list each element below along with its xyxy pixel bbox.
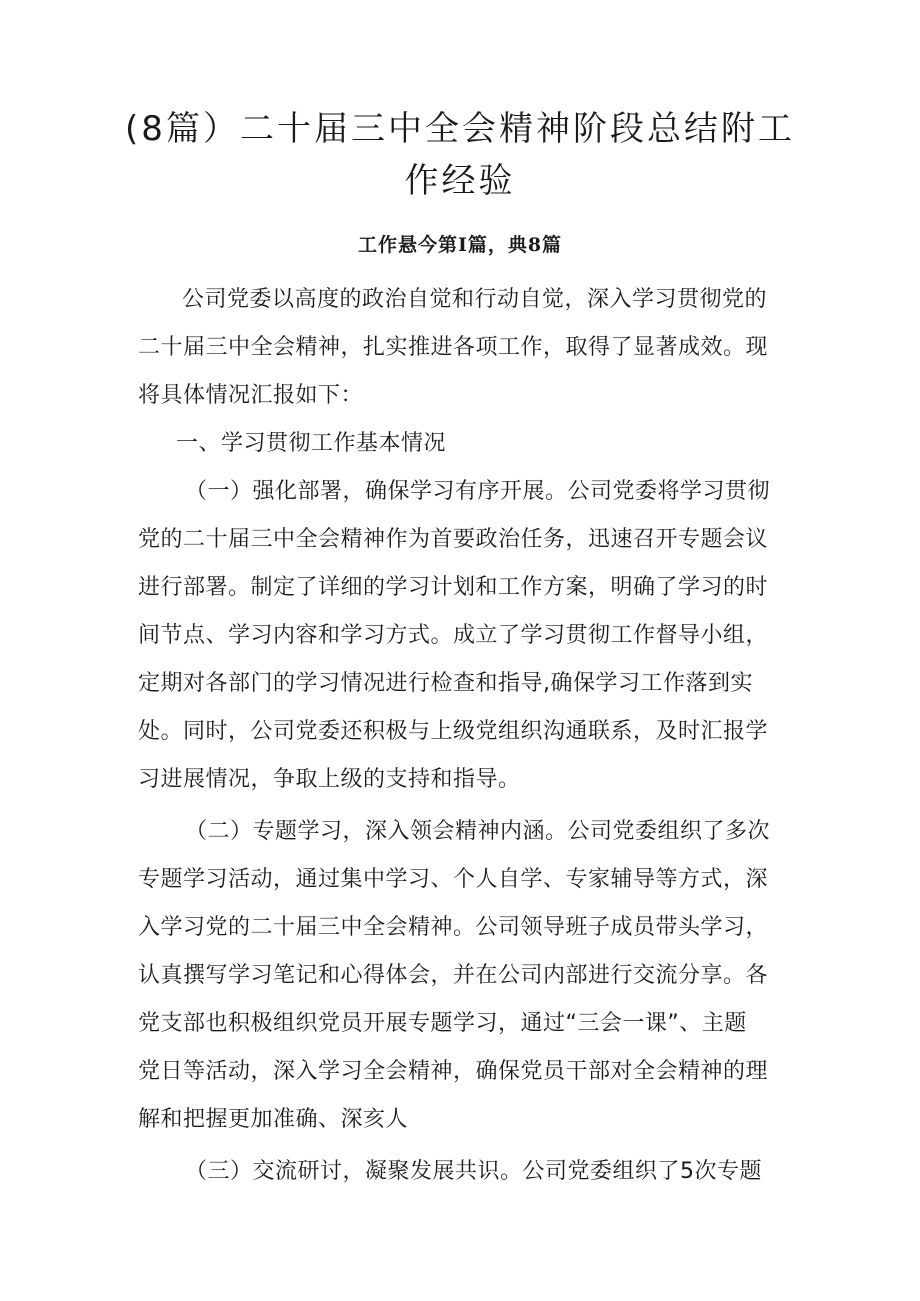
paragraph-line: 定期对各部门的学习情况进行检查和指导,确保学习工作落到实 [138, 671, 753, 696]
paragraph-line: 认真撰写学习笔记和心得体会，并在公司内部进行交流分享。各 [138, 963, 769, 988]
paragraph-line: 专题学习活动，通过集中学习、个人自学、专家辅导等方式，深 [138, 867, 769, 892]
paragraph-line: 党日等活动，深入学习全会精神，确保党员干部对全会精神的理 [138, 1059, 769, 1084]
section-heading: 一、学习贯彻工作基本情况 [176, 431, 447, 456]
document-title-line-2: 作经验 [404, 161, 516, 201]
paragraph-line: 习进展情况，争取上级的支持和指导。 [138, 767, 521, 792]
paragraph-line: 入学习党的二十届三中全会精神。公司领导班子成员带头学习， [138, 915, 769, 940]
paragraph-line: 进行部署。制定了详细的学习计划和工作方案，明确了学习的时 [138, 575, 769, 600]
document-title-line-1: (8篇）二十届三中全会精神阶段总结附工 [125, 109, 795, 149]
paragraph-line: 公司党委以高度的政治自觉和行动自觉，深入学习贯彻党的 [182, 287, 768, 312]
paragraph-line: （三）交流研讨，凝聚发展共识。公司党委组织了5次专题 [185, 1159, 762, 1184]
paragraph-line: 党支部也积极组织党员开展专题学习，通过“三会一课”、主题 [138, 1011, 747, 1036]
paragraph-line: （一）强化部署，确保学习有序开展。公司党委将学习贯彻 [185, 479, 771, 504]
paragraph-line: 党的二十届三中全会精神作为首要政治任务，迅速召开专题会议 [138, 527, 769, 552]
paragraph-line: 处。同时，公司党委还积极与上级党组织沟通联系，及时汇报学 [138, 719, 769, 744]
document-subtitle: 工作悬今第Ⅰ篇，典8篇 [357, 234, 563, 256]
paragraph-line: 二十届三中全会精神，扎实推进各项工作，取得了显著成效。现 [138, 335, 769, 360]
paragraph-line: 解和把握更加准确、深亥人 [138, 1107, 409, 1132]
paragraph-line: 间节点、学习内容和学习方式。成立了学习贯彻工作督导小组， [138, 623, 769, 648]
paragraph-line: （二）专题学习，深入领会精神内涵。公司党委组织了多次 [185, 819, 771, 844]
paragraph-line: 将具体情况汇报如下： [138, 383, 364, 408]
